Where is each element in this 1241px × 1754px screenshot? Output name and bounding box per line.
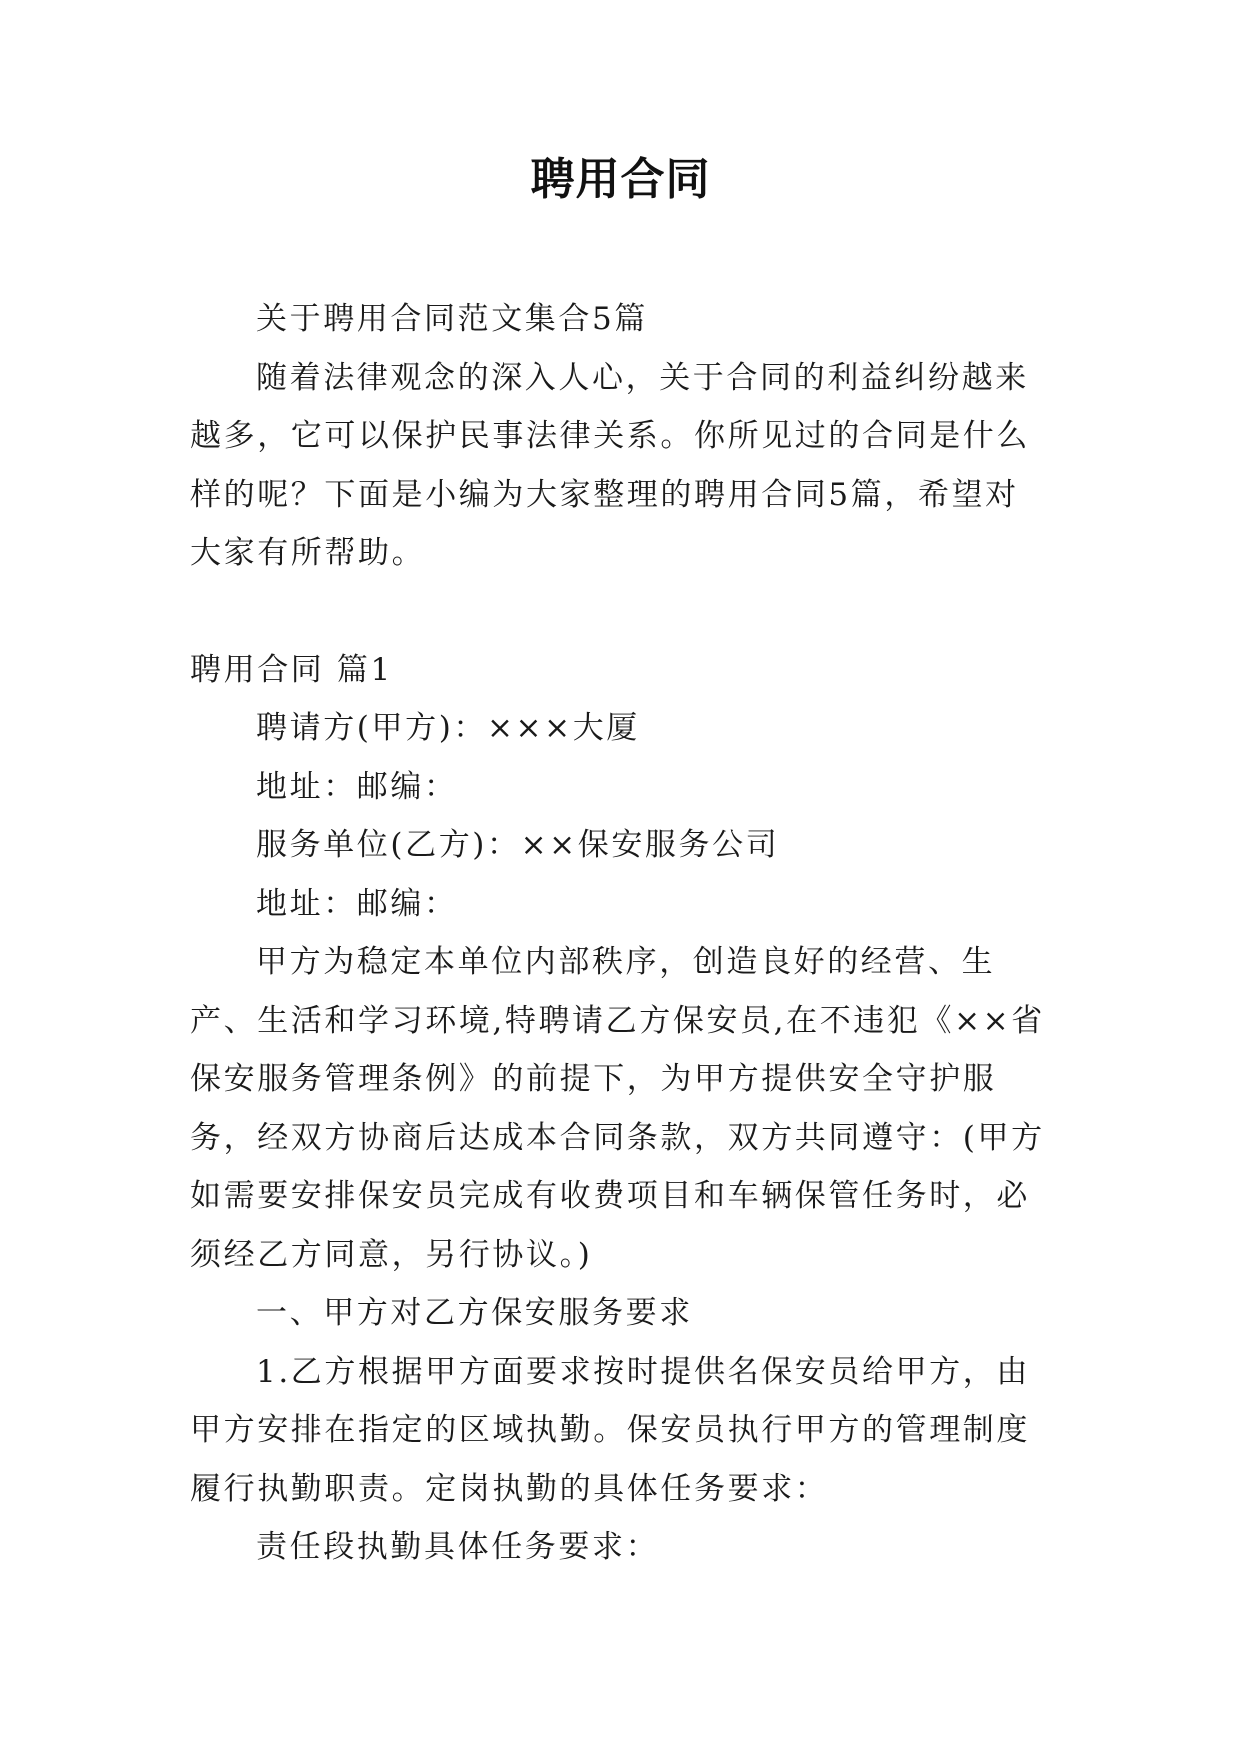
duty-requirements: 责任段执勤具体任务要求： bbox=[256, 1529, 660, 1565]
clause-item-1: 1.乙方根据甲方面要求按时提供名保安员给甲方，由甲方安排在指定的区域执勤。保安员执行甲方的管理制度履行执勤职责。定岗执勤的具体任务要求： bbox=[190, 1353, 1030, 1507]
document-title: 聘用合同 bbox=[530, 154, 711, 205]
paragraph-spacer bbox=[190, 583, 1050, 641]
employer-address: 地址：邮编： bbox=[256, 768, 458, 805]
document-body bbox=[190, 290, 1050, 1577]
service-party: 服务单位(乙方)：××保安服务公司 bbox=[256, 827, 780, 863]
clause-heading: 一、甲方对乙方保安服务要求 bbox=[256, 1295, 693, 1331]
section-heading: 聘用合同 篇1 bbox=[190, 651, 393, 688]
intro-heading: 关于聘用合同范文集合5篇 bbox=[256, 301, 648, 337]
intro-paragraph: 随着法律观念的深入人心，关于合同的利益纠纷越来越多，它可以保护民事法律关系。你所见过的合同是什么样的呢？下面是小编为大家整理的聘用合同5篇，希望对大家有所帮助。 bbox=[190, 359, 1030, 571]
employer-party: 聘请方(甲方)：×××大厦 bbox=[256, 710, 640, 746]
contract-purpose: 甲方为稳定本单位内部秩序，创造良好的经营、生产、生活和学习环境,特聘请乙方保安员,在不违犯《××省保安服务管理条例》的前提下，为甲方提供安全守护服务，经双方协商后达成本合同条款，双方共同遵守：(甲方如需要安排保安员完成有收费项目和车辆保管任务时，必须经乙方同意，另行协议。) bbox=[190, 944, 1045, 1273]
service-address: 地址：邮编： bbox=[256, 885, 458, 922]
